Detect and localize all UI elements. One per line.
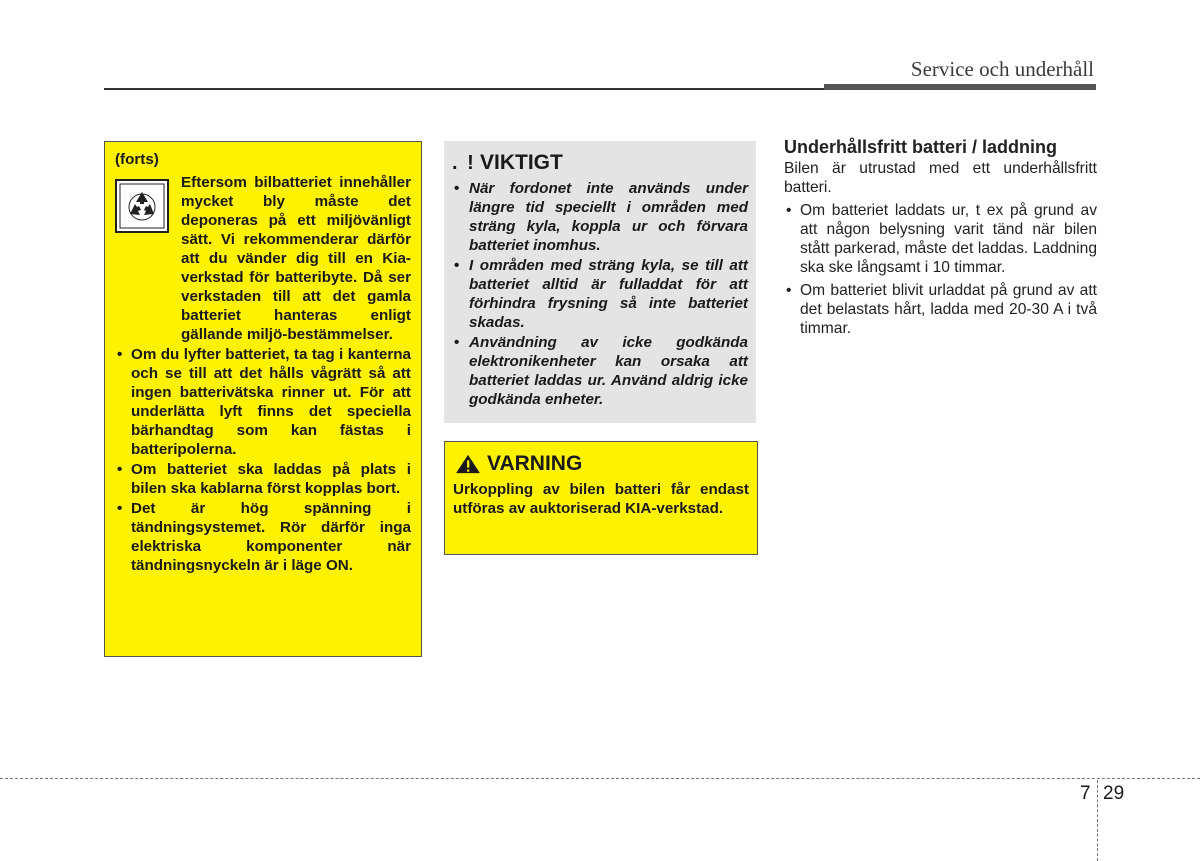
continued-info-box [104,141,422,657]
page-header-title: Service och underhåll [910,57,1094,81]
list-item: • Om batteriet ska laddas på plats i bilen ska kablarna först kopplas bort. [115,460,411,498]
warning-heading-row [453,452,749,476]
warning-text: Urkoppling av bilen batteri får endast utföras av auktoriserad KIA-verkstad. [453,481,749,517]
exclamation-icon: . ! [452,151,476,174]
list-item: • Om batteriet laddats ur, t ex på grund av att någon belysning varit tänd när bilen stått parkerad, måste det laddas. Laddning ska ske långsamt i 10 timmar. [784,201,1097,277]
continued-label: (forts) [115,151,159,168]
important-notice-box [444,141,756,423]
maintenance-free-battery-section [784,138,1097,342]
header-rule [104,88,824,90]
list-item: • Om du lyfter batteriet, ta tag i kanterna och se till att det hålls vågrätt så att ingen batterivätska rinner ut. För att underlätta lyft finns det speciella bärhandtag som kan fästas i batteripolerna. [115,345,411,459]
battery-handling-list [115,345,411,575]
important-heading: VIKTIGT [480,151,563,174]
warning-triangle-icon [453,453,483,475]
footer-divider [0,778,1200,779]
section-title: Underhållsfritt batteri / laddning [784,137,1058,157]
list-item: • Användning av icke godkända elektronikenheter kan orsaka att batteriet laddas ur. Använd aldrig icke godkända enheter. [452,333,748,409]
warning-box [444,441,758,555]
list-item: • Om batteriet blivit urladdat på grund av att det belastats hårt, ladda med 20-30 A i två timmar. [784,281,1097,338]
list-item: • När fordonet inte används under längre tid speciellt i områden med sträng kyla, koppla ur och förvara batteriet inomhus. [452,179,748,255]
footer-page-divider [1097,780,1098,861]
section-intro: Bilen är utrustad med ett underhållsfritt batteri. [784,160,1097,196]
recycle-icon [115,179,169,233]
warning-heading: VARNING [487,452,583,475]
recycle-text: Eftersom bilbatteriet innehåller mycket bly måste det deponeras på ett miljövänligt sätt. Vi rekommenderar därför att du vänder dig till en Kia-verkstad för batteribyte. Då ser verkstaden till att det gamla batteriet hanteras enligt gällande miljö-bestämmelser. [181,174,411,343]
header-rule-accent [824,84,1096,90]
chapter-number: 7 [1080,783,1091,804]
list-item: • Det är hög spänning i tändningsystemet. Rör därför inga elektriska komponenter när tändningsnyckeln är i läge ON. [115,499,411,575]
recycle-notice [115,173,411,344]
list-item: • I områden med sträng kyla, se till att batteriet alltid är fulladdat för att förhindra frysning så inte batteriet skadas. [452,256,748,332]
important-heading-row [452,151,748,175]
page-number: 29 [1103,783,1125,804]
important-list [452,179,748,409]
charging-list [784,201,1097,338]
